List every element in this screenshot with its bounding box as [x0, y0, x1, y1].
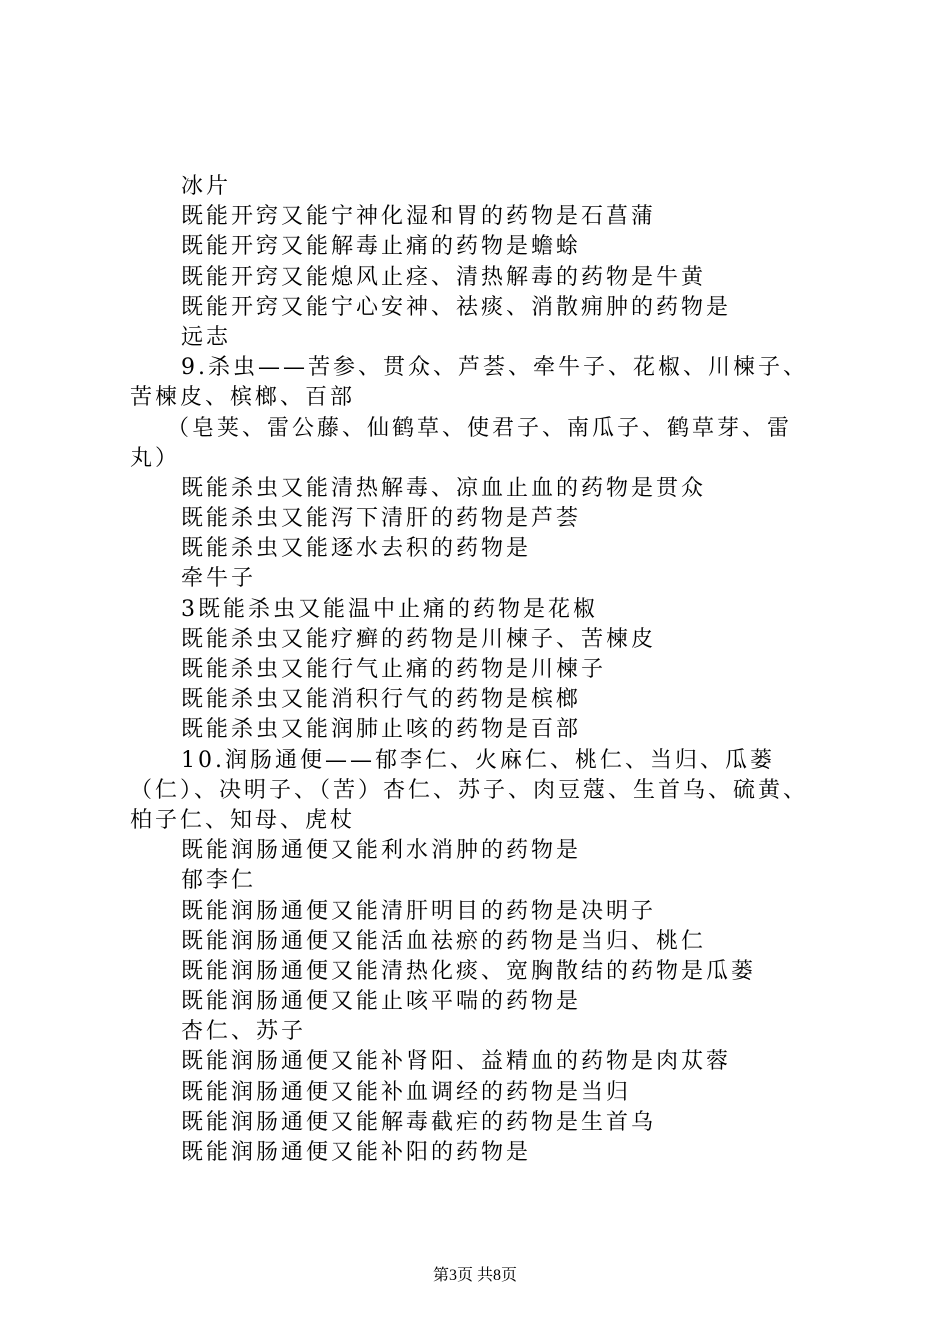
text-line: 3既能杀虫又能温中止痛的药物是花椒: [181, 596, 598, 622]
text-line: 既能润肠通便又能清热化痰、宽胸散结的药物是瓜蒌: [181, 958, 757, 984]
text-line: 既能杀虫又能清热解毒、凉血止血的药物是贯众: [181, 475, 707, 501]
text-line: 远志: [181, 324, 232, 350]
text-line: 既能开窍又能解毒止痛的药物是蟾蜍: [181, 234, 582, 260]
text-line: 既能润肠通便又能利水消肿的药物是: [181, 838, 582, 864]
text-line: 既能杀虫又能润肺止咳的药物是百部: [181, 717, 582, 743]
text-line: 柏子仁、知母、虎杖: [130, 807, 356, 833]
text-line: 苦楝皮、槟榔、百部: [130, 385, 356, 411]
text-line: 既能开窍又能熄风止痉、清热解毒的药物是牛黄: [181, 264, 707, 290]
text-line: 既能开窍又能宁神化湿和胃的药物是石菖蒲: [181, 204, 657, 230]
text-line: 既能润肠通便又能止咳平喘的药物是: [181, 989, 582, 1015]
text-line: 牵牛子: [181, 566, 257, 592]
text-line: 既能杀虫又能泻下清肝的药物是芦荟: [181, 506, 582, 532]
text-line: （皂荚、雷公藤、仙鹤草、使君子、南瓜子、鹤草芽、雷: [167, 415, 793, 441]
text-line: 既能润肠通便又能解毒截疟的药物是生首乌: [181, 1109, 657, 1135]
text-line: 既能杀虫又能逐水去积的药物是: [181, 536, 532, 562]
text-line: 既能润肠通便又能补血调经的药物是当归: [181, 1079, 632, 1105]
body-text: [0, 172, 950, 1168]
text-line: 丸）: [130, 445, 181, 471]
text-line: 既能润肠通便又能补肾阳、益精血的药物是肉苁蓉: [181, 1049, 732, 1075]
text-line: 既能开窍又能宁心安神、祛痰、消散痈肿的药物是: [181, 294, 732, 320]
text-line: 冰片: [181, 174, 232, 199]
text-line: 郁李仁: [181, 868, 257, 894]
text-line: 既能润肠通便又能补阳的药物是: [181, 1140, 532, 1165]
section-heading-10: 10.润肠通便——郁李仁、火麻仁、桃仁、当归、瓜蒌: [181, 747, 775, 773]
text-line: 既能润肠通便又能清肝明目的药物是决明子: [181, 898, 657, 924]
text-line: 既能杀虫又能消积行气的药物是槟榔: [181, 687, 582, 713]
text-line: （仁）、决明子、（苦）杏仁、苏子、肉豆蔻、生首乌、硫黄、: [130, 777, 809, 803]
text-line: 既能杀虫又能疗癣的药物是川楝子、苦楝皮: [181, 626, 657, 652]
page-footer: 第3页 共8页: [432, 1267, 517, 1284]
text-line: 既能润肠通便又能活血祛瘀的药物是当归、桃仁: [181, 928, 707, 954]
text-line: 杏仁、苏子: [181, 1019, 307, 1045]
section-heading-9: 9.杀虫——苦参、贯众、芦荟、牵牛子、花椒、川楝子、: [181, 355, 808, 381]
text-line: 既能杀虫又能行气止痛的药物是川楝子: [181, 657, 607, 682]
